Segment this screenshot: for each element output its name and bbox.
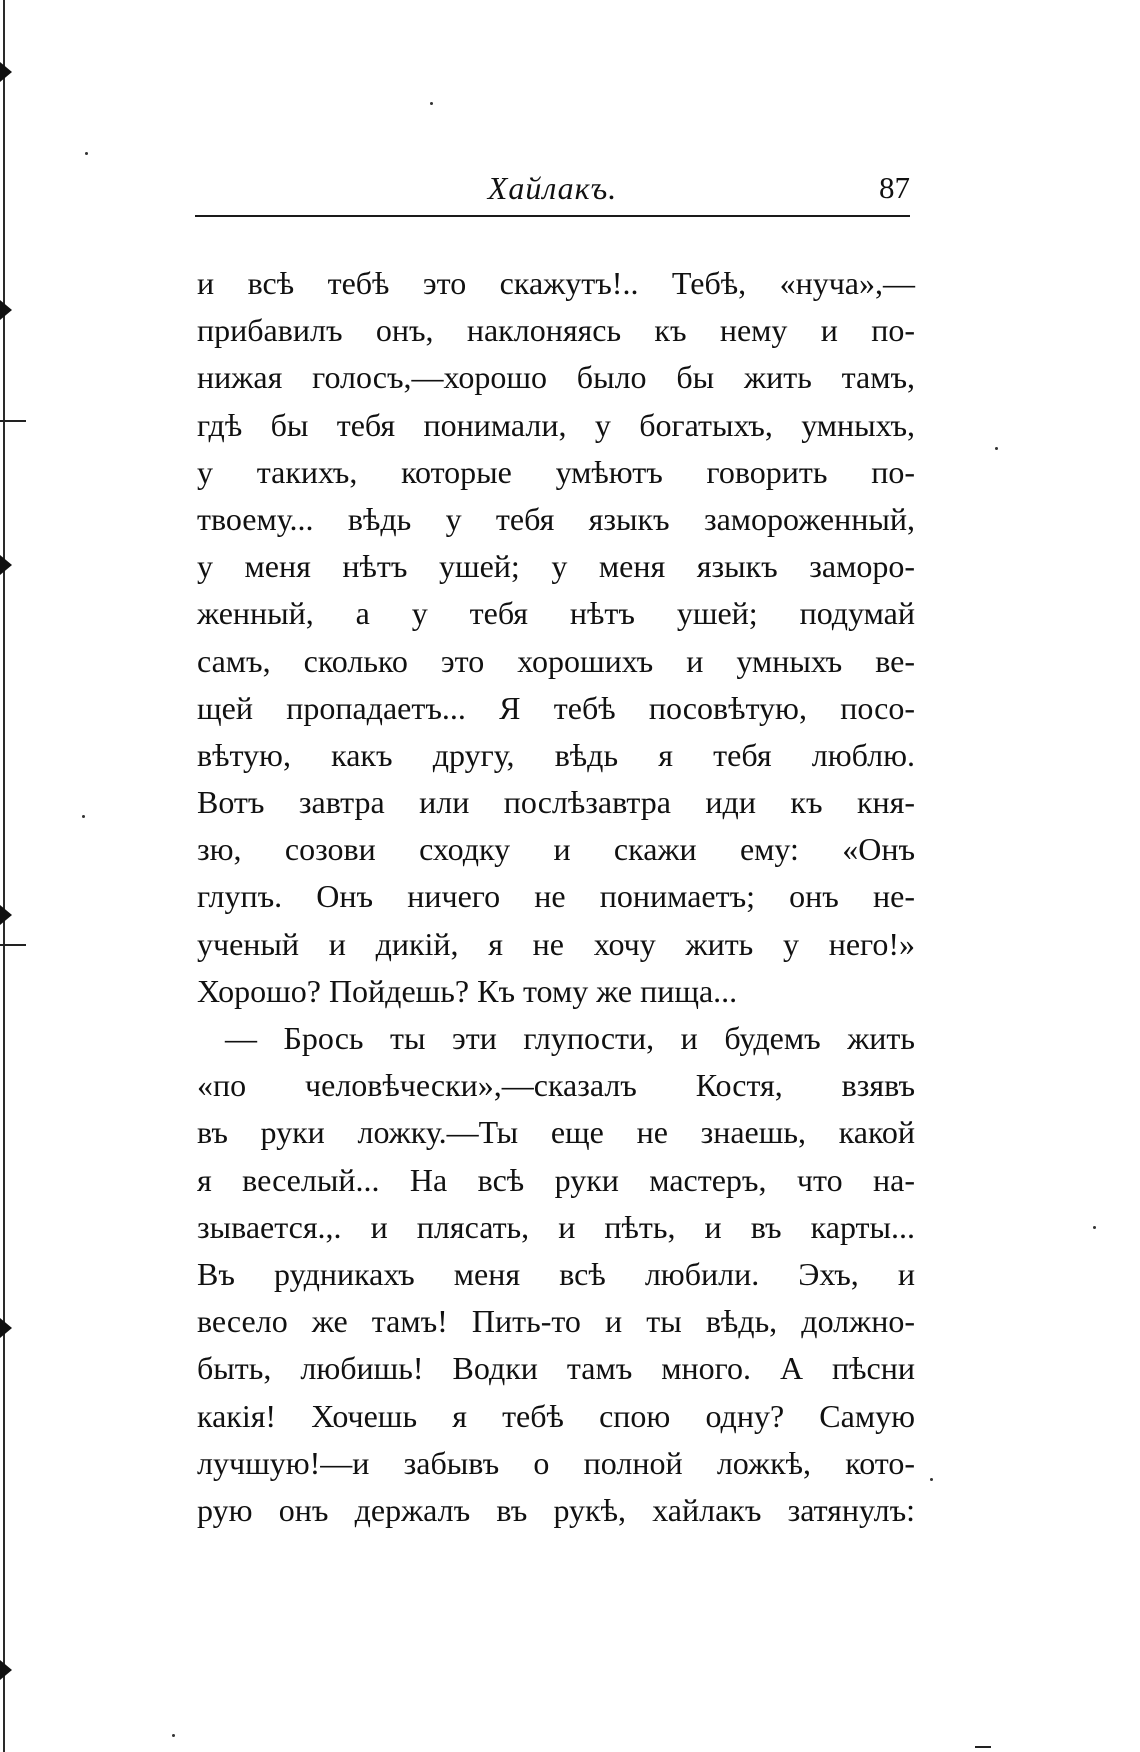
text-line: я веселый... На всѣ руки мастеръ, что на-	[197, 1161, 915, 1198]
scan-edge-mark	[0, 300, 12, 320]
running-title: Хайлакъ.	[487, 170, 618, 206]
scan-speck	[1093, 1226, 1096, 1229]
text-line: ученый и дикій, я не хочу жить у него!»	[197, 925, 915, 962]
scan-speck	[85, 152, 88, 155]
text-line: у меня нѣтъ ушей; у меня языкъ заморо-	[197, 548, 915, 585]
scan-speck	[82, 815, 85, 818]
scan-speck	[172, 1734, 175, 1737]
text-line: — Брось ты эти глупости, и будемъ жить	[225, 1020, 915, 1056]
page-number: 87	[879, 170, 910, 205]
text-line: и всѣ тебѣ это скажутъ!.. Тебѣ, «нуча»,—	[197, 265, 915, 301]
text-line: Вотъ завтра или послѣзавтра иди къ кня-	[197, 784, 915, 821]
scan-speck	[930, 1478, 933, 1481]
page-header	[195, 170, 910, 214]
body-text	[197, 260, 915, 1534]
header-rule	[195, 215, 910, 217]
text-line: глупъ. Онъ ничего не понимаетъ; онъ не-	[197, 878, 915, 915]
scan-edge-mark	[0, 420, 26, 422]
text-line: Хорошо? Пойдешь? Къ тому же пища...	[197, 972, 738, 1009]
text-line: нижая голосъ,—хорошо было бы жить тамъ,	[197, 359, 915, 396]
scan-speck	[430, 102, 433, 105]
scan-edge-mark	[975, 1746, 991, 1748]
text-line: рую онъ держалъ въ рукѣ, хайлакъ затянулъ:	[197, 1491, 915, 1528]
text-line: гдѣ бы тебя понимали, у богатыхъ, умныхъ,	[197, 406, 915, 443]
text-line: зывается.,. и плясать, и пѣть, и въ карты...	[197, 1208, 915, 1245]
text-line: зю, созови сходку и скажи ему: «Онъ	[197, 831, 915, 868]
text-line: у такихъ, которые умѣютъ говорить по-	[197, 453, 915, 490]
text-line: лучшую!—и забывъ о полной ложкѣ, кото-	[197, 1444, 915, 1481]
scan-edge-mark	[0, 1660, 12, 1680]
text-line: самъ, сколько это хорошихъ и умныхъ ве-	[197, 642, 915, 679]
text-line: въ руки ложку.—Ты еще не знаешь, какой	[197, 1114, 915, 1151]
text-line: Въ рудникахъ меня всѣ любили. Эхъ, и	[197, 1255, 915, 1292]
text-line: какія! Хочешь я тебѣ спою одну? Самую	[197, 1397, 915, 1434]
scan-edge-mark	[0, 62, 12, 82]
scan-edge-mark	[0, 905, 12, 925]
text-line: «по человѣчески»,—сказалъ Костя, взявъ	[197, 1067, 915, 1104]
text-line: щей пропадаетъ... Я тебѣ посовѣтую, посо-	[197, 689, 915, 726]
scan-edge-mark	[0, 944, 26, 946]
text-line: женный, а у тебя нѣтъ ушей; подумай	[197, 595, 915, 632]
scan-edge-line	[3, 0, 5, 1752]
text-line: вѣтую, какъ другу, вѣдь я тебя люблю.	[197, 736, 915, 773]
scan-edge-mark	[0, 1318, 12, 1338]
text-line: прибавилъ онъ, наклоняясь къ нему и по-	[197, 312, 915, 349]
text-line: твоему... вѣдь у тебя языкъ замороженный,	[197, 500, 915, 537]
scan-speck	[995, 447, 998, 450]
scan-edge-mark	[0, 555, 12, 575]
text-line: быть, любишь! Водки тамъ много. А пѣсни	[197, 1350, 915, 1387]
text-line: весело же тамъ! Пить-то и ты вѣдь, должно-	[197, 1303, 915, 1340]
